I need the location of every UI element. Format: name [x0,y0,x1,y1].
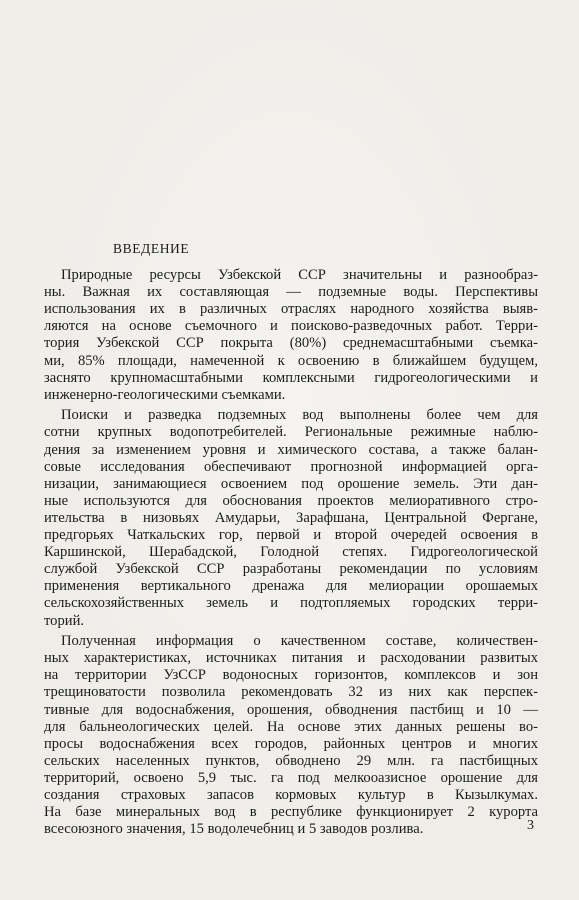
paragraph-2-line-13: торий. [44,612,85,629]
paragraph-2-line-9: Каршинской, Шерабадской, Голодной степях. Гидрогеологической [44,544,538,561]
paragraph-3-line-6: для бальнеологических целей. На основе этих данных решены во- [44,718,538,735]
paragraph-1-line-5: тория Узбекской ССР покрыта (80%) среднемасштабными съемка- [44,335,538,352]
section-heading: ВВЕДЕНИЕ [113,241,190,256]
paragraph-1-line-8: инженерно-геологическими съемками. [44,386,286,403]
paragraph-2-line-11: применения вертикального дренажа для мелиорации орошаемых [44,578,538,595]
paragraph-3-line-4: трещиноватости позволила рекомендовать 32 из них как перспек- [44,684,538,701]
paragraph-3-line-1: Полученная информация о качественном составе, количествен- [61,633,538,650]
paragraph-2-line-4: совые исследования обеспечивают прогнозной информацией орга- [44,458,538,475]
paragraph-2-line-6: ные используются для обоснования проектов мелиоративного стро- [44,492,538,509]
paragraph-1-line-7: заснято крупномасштабными комплексными гидрогеологическими и [44,369,538,386]
paragraph-3-line-5: тивные для водоснабжения, орошения, обводнения пастбищ и 10 — [44,701,538,718]
paragraph-3-line-3: на территории УзССР водоносных горизонтов, комплексов и зон [44,667,538,684]
paragraph-2-line-3: дения за изменением уровня и химического состава, а также балан- [44,441,538,458]
paragraph-3-line-7: просы водоснабжения всех городов, районных центров и многих [44,735,538,752]
paragraph-2-line-2: сотни крупных водопотребителей. Региональные режимные наблю- [44,424,538,441]
paragraph-2-line-12: сельскохозяйственных земель и подтопляемых городских терри- [44,595,538,612]
paragraph-3-line-12: всесоюзного значения, 15 водолечебниц и 5 заводов розлива. [44,821,424,838]
paragraph-1-line-6: ми, 85% площади, намеченной к освоению в ближайшем будущем, [44,352,538,369]
paragraph-2-line-1: Поиски и разведка подземных вод выполнены более чем для [61,407,538,424]
paragraph-2-line-5: низации, занимающиеся освоением под орошение земель. Эти дан- [44,475,538,492]
paragraph-3-line-11: На базе минеральных вод в республике функционирует 2 курорта [44,804,538,821]
paragraph-1-line-1: Природные ресурсы Узбекской ССР значительны и разнообраз- [61,267,538,283]
paragraph-1-line-2: ны. Важная их составляющая — подземные воды. Перспективы [44,284,538,301]
paragraph-1-line-3: использования их в различных отраслях народного хозяйства выяв- [44,301,538,318]
page-number: 3 [527,818,534,833]
paragraph-2-line-10: службой Узбекской ССР разработаны рекомендации по условиям [44,561,538,578]
paragraph-2-line-8: предгорьях Чаткальских гор, первой и второй очередей освоения в [44,527,538,543]
paragraph-3-line-2: ных характеристиках, источниках питания и расходовании развитых [44,650,538,667]
paragraph-3-line-9: территорий, освоено 5,9 тыс. га под мелкооазисное орошение для [44,769,538,786]
paragraph-1-line-4: ляются на основе съемочного и поисково-разведочных работ. Терри- [44,318,538,335]
paragraph-2-line-7: ительства в низовьях Амударьи, Зарафшана, Центральной Фергане, [44,509,538,526]
paragraph-3-line-8: сельских населенных пунктов, обводнено 29 млн. га пастбищных [44,752,538,769]
paragraph-3-line-10: создания страховых запасов кормовых культур в Кызылкумах. [44,787,538,803]
